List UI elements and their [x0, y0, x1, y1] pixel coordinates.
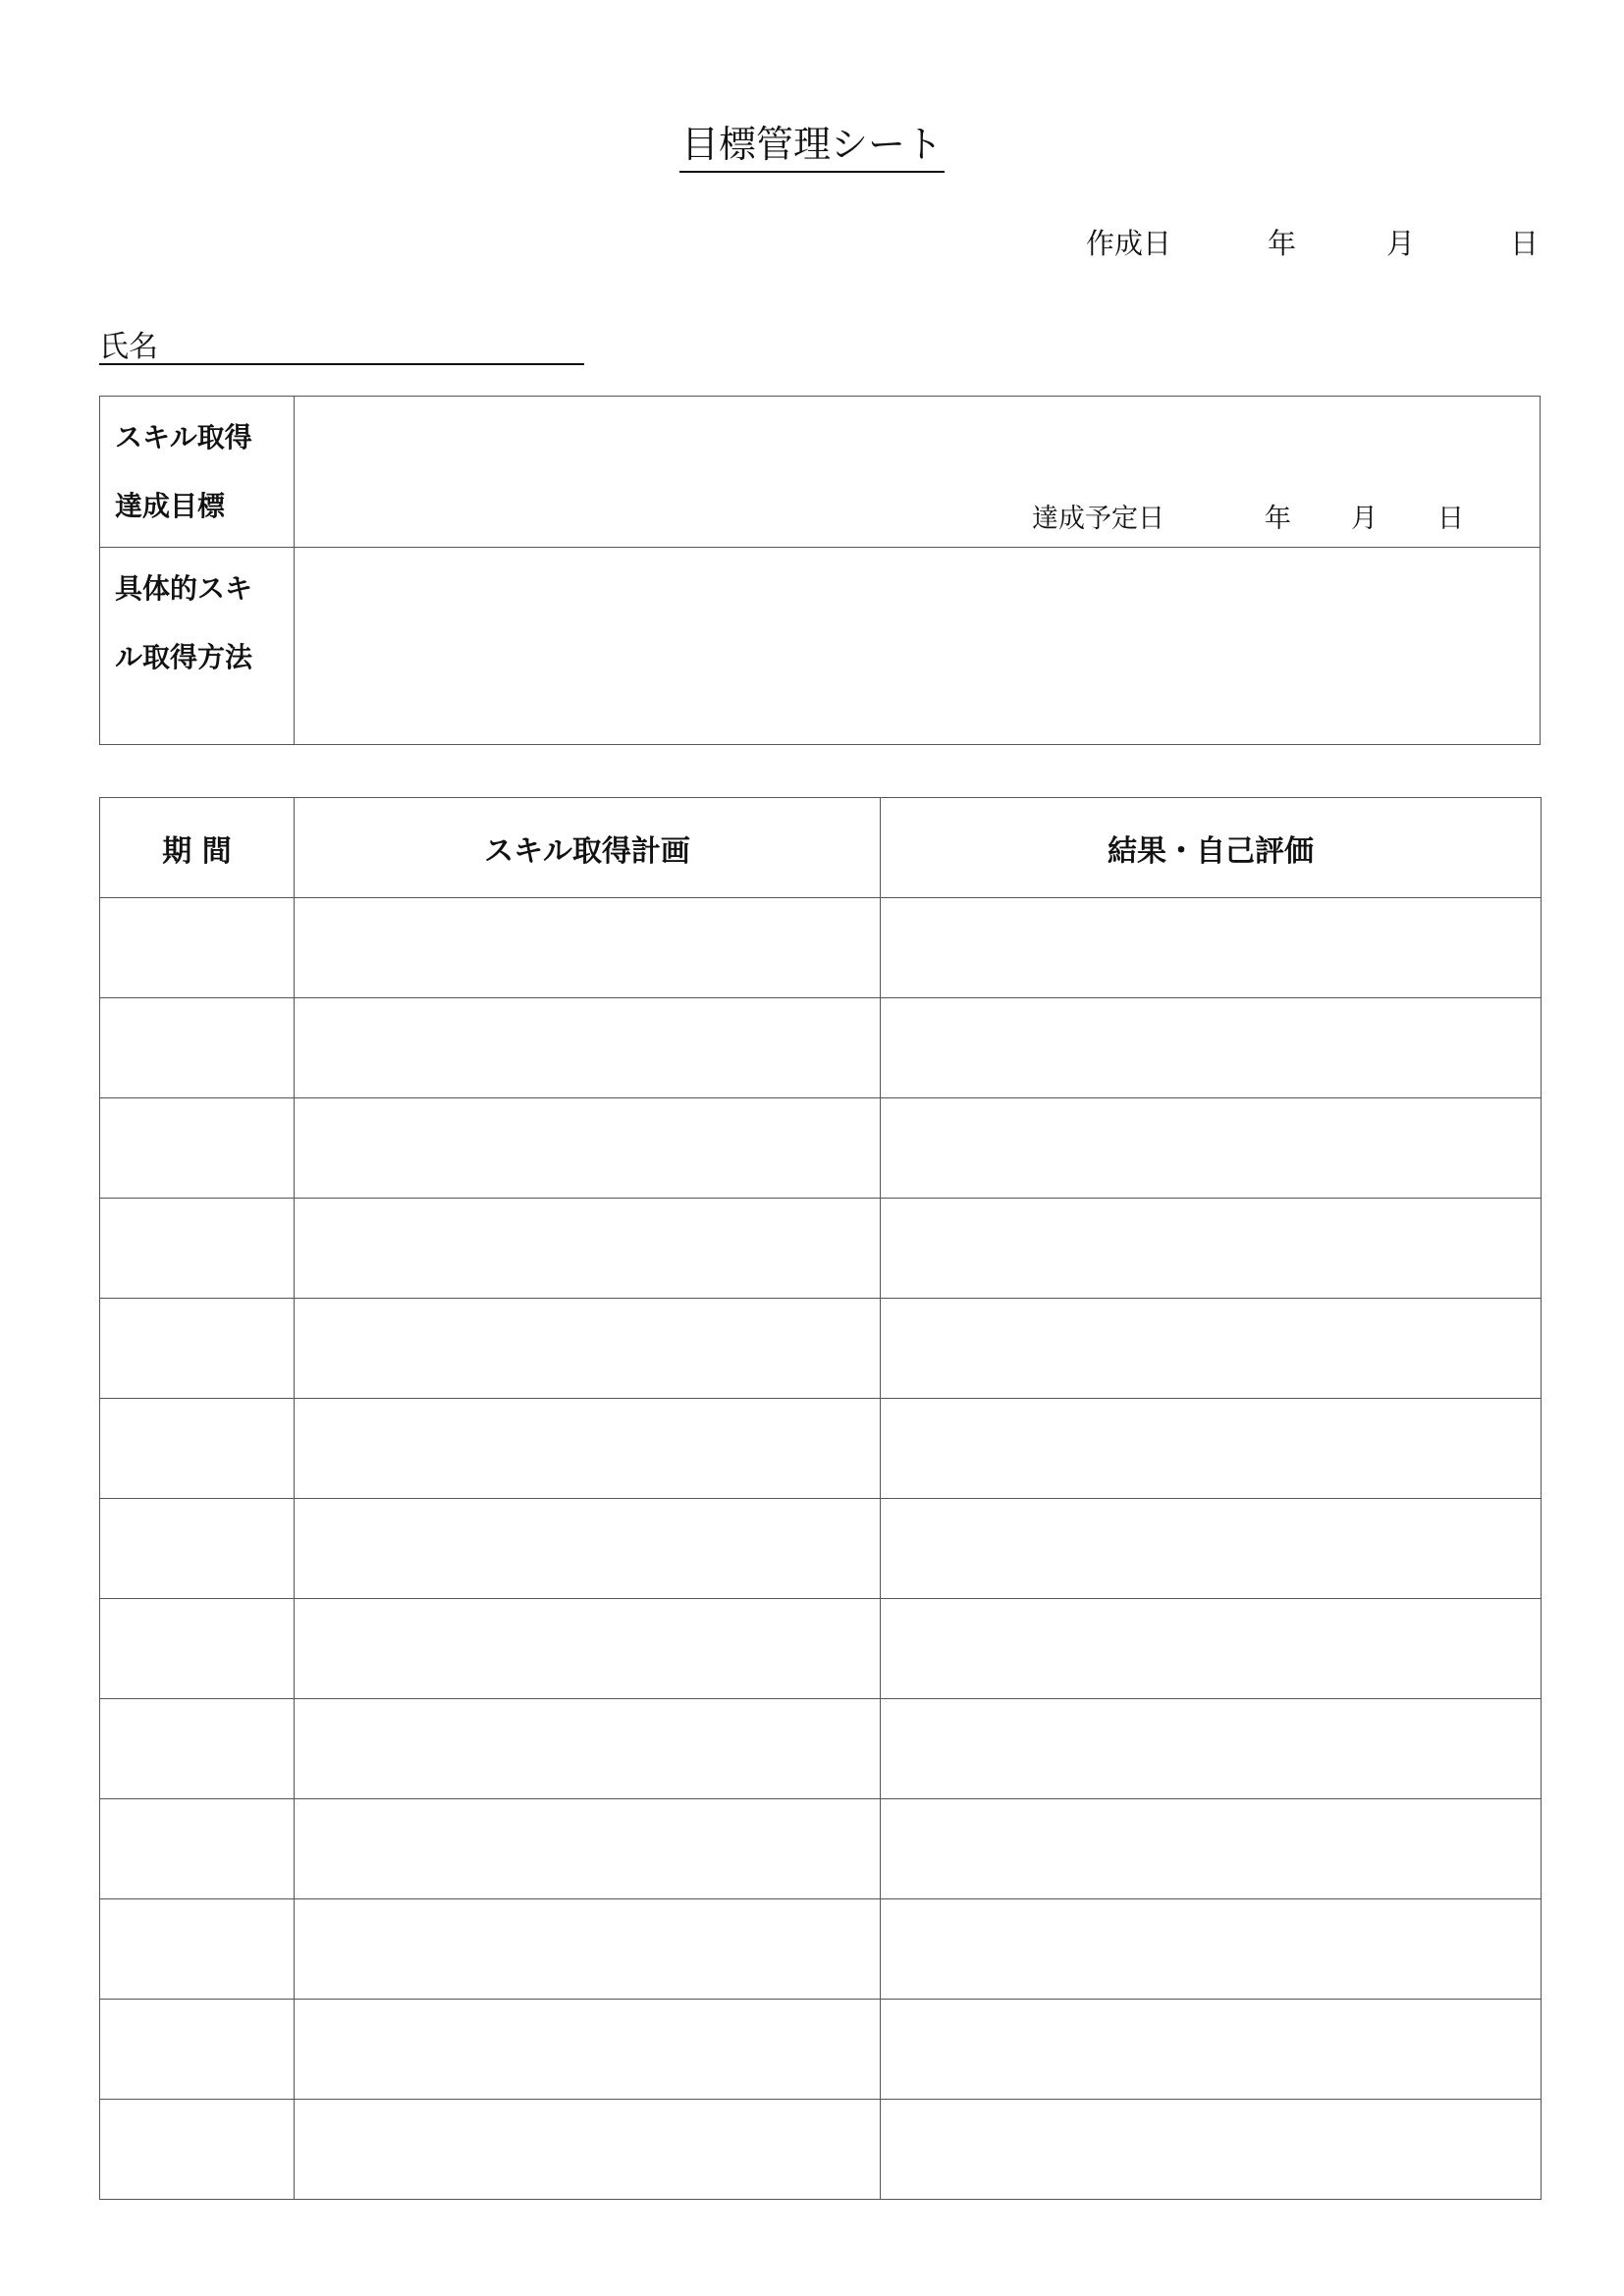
skill-plan-cell[interactable]: [295, 1699, 881, 1799]
skill-plan-cell[interactable]: [295, 898, 881, 998]
result-evaluation-cell[interactable]: [881, 1299, 1542, 1399]
result-evaluation-cell[interactable]: [881, 1899, 1542, 2000]
period-cell[interactable]: [100, 1299, 295, 1399]
due-month-label: 月: [1351, 504, 1378, 534]
method-label-line1: 具体的スキ: [115, 572, 253, 605]
period-cell[interactable]: [100, 898, 295, 998]
table-row: [100, 1499, 1542, 1599]
table-row: [100, 1699, 1542, 1799]
created-month-label: 月: [1386, 227, 1416, 260]
due-day-label: 日: [1437, 504, 1464, 534]
table-row: [100, 1899, 1542, 2000]
result-evaluation-cell[interactable]: [881, 1799, 1542, 1899]
period-cell[interactable]: [100, 2100, 295, 2200]
created-year-label: 年: [1268, 227, 1297, 260]
goal-table: [99, 396, 1541, 745]
period-cell[interactable]: [100, 1799, 295, 1899]
due-date-label: 達成予定日: [1032, 504, 1164, 534]
skill-plan-cell[interactable]: [295, 1199, 881, 1299]
period-cell[interactable]: [100, 1699, 295, 1799]
table-row: [100, 1098, 1542, 1199]
table-row: [100, 1299, 1542, 1399]
skill-plan-cell[interactable]: [295, 1098, 881, 1199]
table-row: [100, 1399, 1542, 1499]
skill-plan-cell[interactable]: [295, 1799, 881, 1899]
period-cell[interactable]: [100, 1599, 295, 1699]
skill-plan-cell[interactable]: [295, 1299, 881, 1399]
goal-label-line1: スキル取得: [115, 421, 252, 454]
skill-plan-cell[interactable]: [295, 1899, 881, 2000]
skill-plan-cell[interactable]: [295, 998, 881, 1098]
result-evaluation-cell[interactable]: [881, 1499, 1542, 1599]
plan-table-header-row: [100, 798, 1542, 898]
table-row: [100, 1199, 1542, 1299]
header-skill-plan: スキル取得計画: [295, 798, 881, 898]
result-evaluation-cell[interactable]: [881, 1199, 1542, 1299]
header-result-evaluation: 結果・自己評価: [881, 798, 1542, 898]
result-evaluation-cell[interactable]: [881, 998, 1542, 1098]
period-cell[interactable]: [100, 1899, 295, 2000]
result-evaluation-cell[interactable]: [881, 1098, 1542, 1199]
name-field-line[interactable]: [99, 363, 584, 365]
due-year-label: 年: [1265, 504, 1291, 534]
header-period: 期 間: [100, 798, 295, 898]
plan-table: [99, 797, 1542, 2200]
period-cell[interactable]: [100, 2000, 295, 2100]
table-row: [100, 998, 1542, 1098]
plan-table-body: [100, 898, 1542, 2200]
goal-label-line2: 達成目標: [115, 490, 226, 522]
period-cell[interactable]: [100, 1499, 295, 1599]
result-evaluation-cell[interactable]: [881, 1399, 1542, 1499]
name-label: 氏名: [99, 330, 158, 364]
skill-plan-cell[interactable]: [295, 2000, 881, 2100]
goal-table-row-divider: [100, 547, 1540, 548]
period-cell[interactable]: [100, 1098, 295, 1199]
skill-plan-cell[interactable]: [295, 1599, 881, 1699]
table-row: [100, 1599, 1542, 1699]
table-row: [100, 898, 1542, 998]
table-row: [100, 2100, 1542, 2200]
result-evaluation-cell[interactable]: [881, 1599, 1542, 1699]
table-row: [100, 2000, 1542, 2100]
result-evaluation-cell[interactable]: [881, 898, 1542, 998]
period-cell[interactable]: [100, 1399, 295, 1499]
method-label-line2: ル取得方法: [115, 641, 253, 673]
created-day-label: 日: [1510, 227, 1540, 260]
page-title-wrapper: [0, 120, 1624, 173]
goal-table-divider: [294, 397, 295, 744]
skill-plan-cell[interactable]: [295, 1399, 881, 1499]
period-cell[interactable]: [100, 1199, 295, 1299]
result-evaluation-cell[interactable]: [881, 2100, 1542, 2200]
result-evaluation-cell[interactable]: [881, 2000, 1542, 2100]
skill-plan-cell[interactable]: [295, 1499, 881, 1599]
skill-plan-cell[interactable]: [295, 2100, 881, 2200]
table-row: [100, 1799, 1542, 1899]
period-cell[interactable]: [100, 998, 295, 1098]
created-date-label: 作成日: [1086, 227, 1172, 260]
page-title: 目標管理シート: [679, 120, 945, 173]
result-evaluation-cell[interactable]: [881, 1699, 1542, 1799]
